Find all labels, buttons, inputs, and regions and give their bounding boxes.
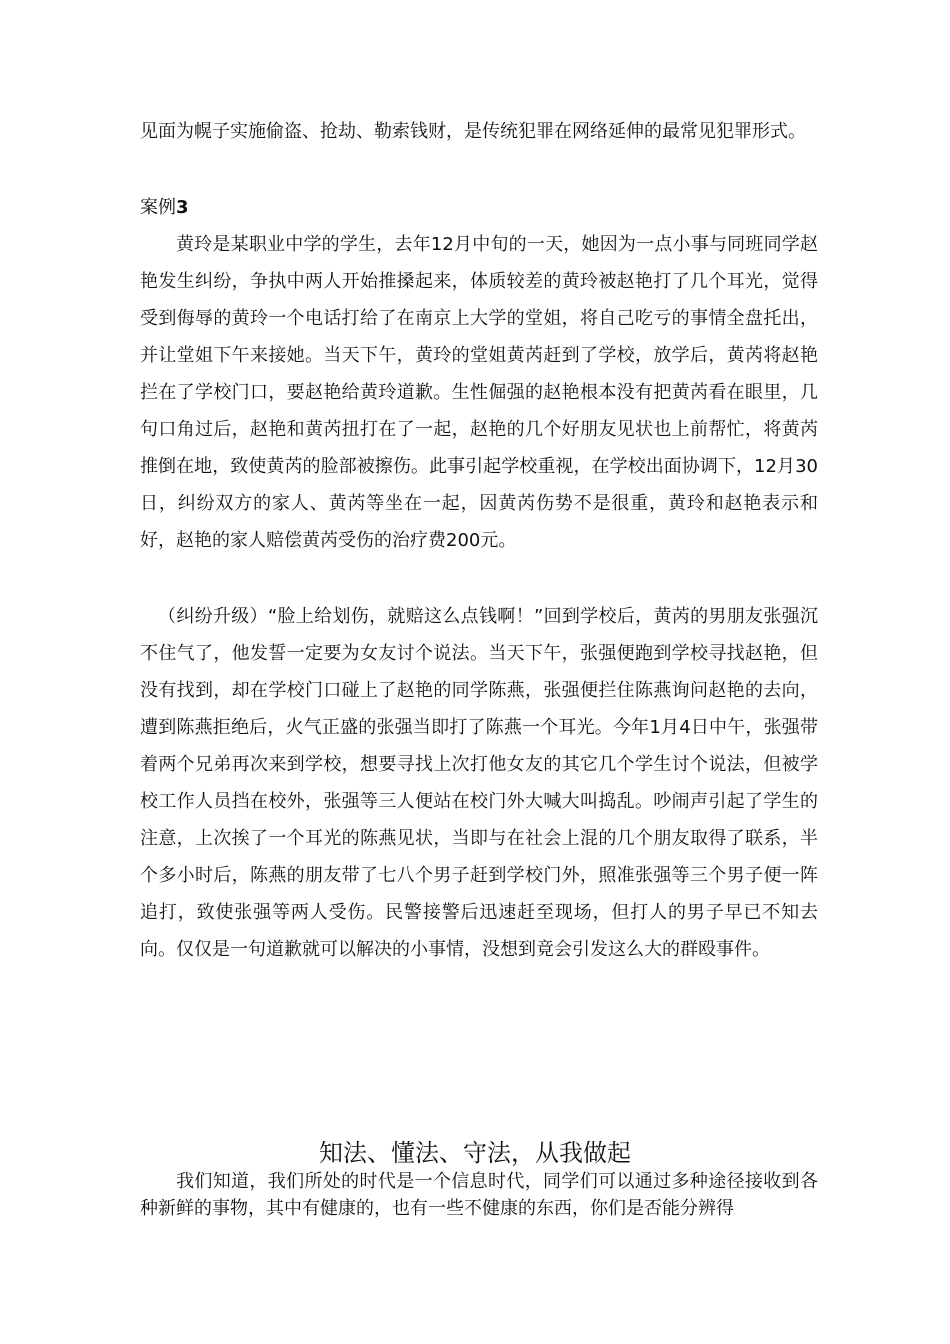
paragraph-intro: 我们知道，我们所处的时代是一个信息时代，同学们可以通过多种途径接收到各种新鲜的事物，其中有健康的，也有一些不健康的东西，你们是否能分辨得: [140, 1171, 818, 1219]
case-number: 3: [176, 197, 189, 218]
case-heading: [140, 189, 189, 226]
section-title: 知法、懂法、守法，从我做起: [319, 1139, 631, 1167]
case-label: 案例: [140, 197, 176, 218]
paragraph-escalation: （纠纷升级）“脸上给划伤，就赔这么点钱啊！”回到学校后，黄芮的男朋友张强沉不住气了，他发誓一定要为女友讨个说法。当天下午，张强便跑到学校寻找赵艳，但没有找到，却在学校门口碰上了赵艳的同学陈燕，张强便拦住陈燕询问赵艳的去向，遭到陈燕拒绝后，火气正盛的张强当即打了陈燕一个耳光。今年1月4日中午，张强带着两个兄弟再次来到学校，想要寻找上次打他女友的其它几个学生讨个说法，但被学校工作人员挡在校外，张强等三人便站在校门外大喊大叫捣乱。吵闹声引起了学生的注意，上次挨了一个耳光的陈燕见状，当即与在社会上混的几个朋友取得了联系，半个多小时后，陈燕的朋友带了七八个男子赶到学校门外，照准张强等三个男子便一阵追打，致使张强等两人受伤。民警接警后迅速赶至现场，但打人的男子早已不知去向。仅仅是一句道歉就可以解决的小事情，没想到竟会引发这么大的群殴事件。: [140, 606, 818, 960]
paragraph-continuation: 见面为幌子实施偷盗、抢劫、勒索钱财，是传统犯罪在网络延伸的最常见犯罪形式。: [140, 121, 806, 142]
paragraph-case-story: 黄玲是某职业中学的学生，去年12月中旬的一天，她因为一点小事与同班同学赵艳发生纠纷，争执中两人开始推搡起来，体质较差的黄玲被赵艳打了几个耳光，觉得受到侮辱的黄玲一个电话打给了在南京上大学的堂姐，将自己吃亏的事情全盘托出，并让堂姐下午来接她。当天下午，黄玲的堂姐黄芮赶到了学校，放学后，黄芮将赵艳拦在了学校门口，要赵艳给黄玲道歉。生性倔强的赵艳根本没有把黄芮看在眼里，几句口角过后，赵艳和黄芮扭打在了一起，赵艳的几个好朋友见状也上前帮忙，将黄芮推倒在地，致使黄芮的脸部被擦伤。此事引起学校重视，在学校出面协调下，12月30日，纠纷双方的家人、黄芮等坐在一起，因黄芮伤势不是很重，黄玲和赵艳表示和好，赵艳的家人赔偿黄芮受伤的治疗费200元。: [140, 234, 818, 551]
